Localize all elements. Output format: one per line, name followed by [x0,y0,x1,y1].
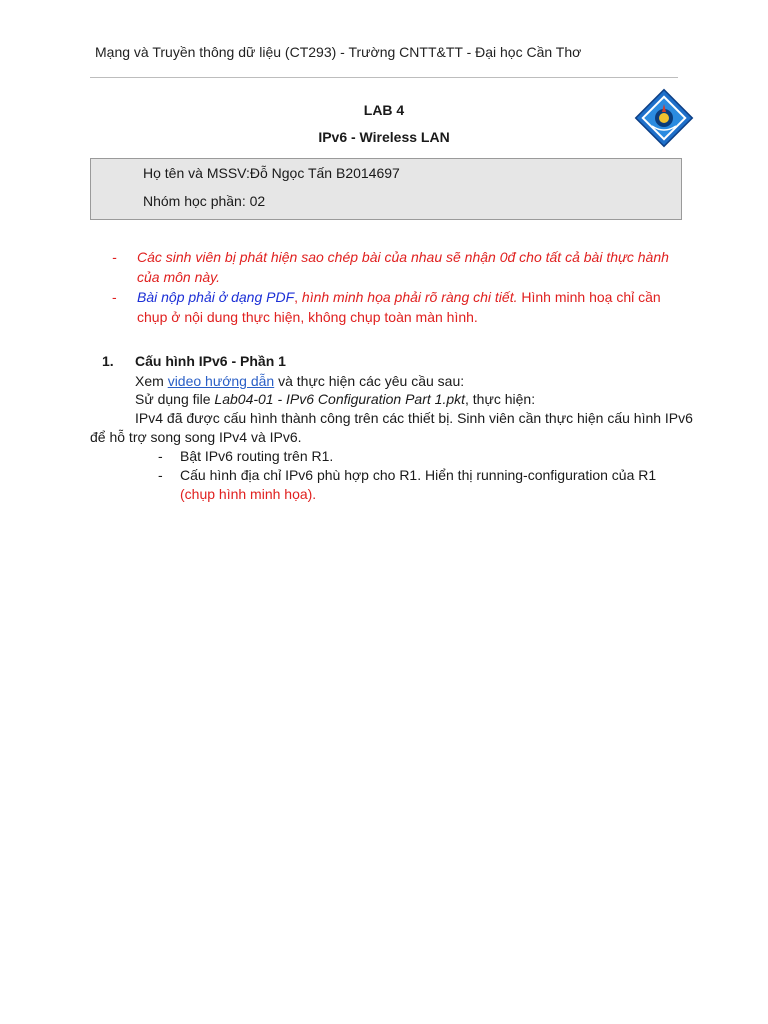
section-number: 1. [102,353,114,369]
instruction-line-file: Sử dụng file Lab04-01 - IPv6 Configuration Part 1.pkt, thực hiện: [135,391,536,407]
instruction-line-ipv4: IPv4 đã được cấu hình thành công trên các thiết bị. Sinh viên cần thực hiện cấu hình IPv6 [135,410,693,426]
header-divider [90,77,678,78]
lab-subtitle: IPv6 - Wireless LAN [318,129,450,145]
task-configure-address: Cấu hình địa chỉ IPv6 phù hợp cho R1. Hiển thị running-configuration của R1 [180,467,657,483]
instruction-line-video: Xem video hướng dẫn và thực hiện các yêu cầu sau: [135,373,465,389]
video-guide-link[interactable]: video hướng dẫn [167,373,275,389]
university-logo-icon [634,88,694,148]
task-screenshot-note: (chụp hình minh họa). [180,486,317,502]
note-copy-warning: Các sinh viên bị phát hiện sao chép bài của nhau sẽ nhận 0đ cho tất cả bài thực hành của môn này. [137,249,669,285]
notes-list [112,247,684,327]
lab-title: LAB 4 [363,102,405,118]
page-header: Mạng và Truyền thông dữ liệu (CT293) - Trường CNTT&TT - Đại học Cần Thơ [95,44,582,60]
section-title: Cấu hình IPv6 - Phần 1 [135,353,286,369]
student-name-line: Họ tên và MSSV:Đỗ Ngọc Tấn B2014697 [143,165,400,181]
class-group-line: Nhóm học phần: 02 [143,193,266,209]
note-pdf-format: Bài nộp phải ở dạng PDF [137,289,295,305]
note-screenshot-scope: Hình minh hoạ chỉ cần chụp ở nội dung thực hiện, không chụp toàn màn hình. [137,289,661,325]
student-info-box [90,158,682,220]
packet-tracer-filename: Lab04-01 - IPv6 Configuration Part 1.pkt [214,391,466,407]
task-item: - Bật IPv6 routing trên R1. [158,448,334,464]
task-enable-routing: Bật IPv6 routing trên R1. [180,448,334,464]
instruction-line-dualstack: để hỗ trợ song song IPv4 và IPv6. [90,429,302,445]
note-item: - Bài nộp phải ở dạng PDF, hình minh họa phải rõ ràng chi tiết. Hình minh hoạ chỉ cần chụp ở nội dung thực hiện, không chụp toàn màn hình. [112,289,661,325]
note-clear-images: hình minh họa phải rõ ràng chi tiết. [301,289,518,305]
task-item: - Cấu hình địa chỉ IPv6 phù hợp cho R1. Hiển thị running-configuration của R1 (chụp hình minh họa). [158,467,657,502]
note-item: - Các sinh viên bị phát hiện sao chép bài của nhau sẽ nhận 0đ cho tất cả bài thực hành của môn này. [112,249,669,285]
